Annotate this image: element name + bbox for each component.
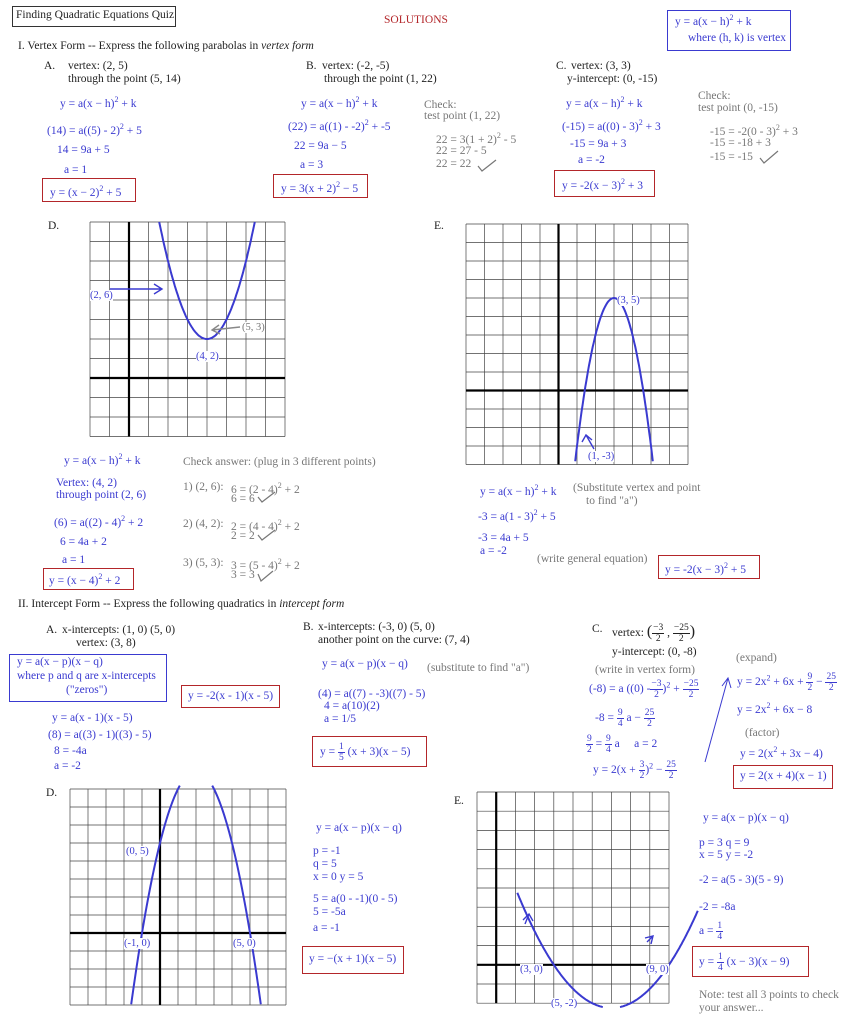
- problem-1b-label: B.: [306, 60, 317, 72]
- problem-2c-factor-label: (factor): [745, 727, 780, 739]
- problem-1d-vertex: Vertex: (4, 2): [56, 477, 117, 489]
- problem-1c-check-5: -15 = -15: [710, 151, 753, 163]
- problem-1a-given-1: vertex: (2, 5): [68, 60, 128, 72]
- problem-1d-check-2-eq: 2 = (4 - 4)$^2$ + 2: [231, 518, 300, 533]
- problem-2d-line-6: 5 = -5a: [313, 906, 346, 918]
- problem-2b-given-1: x-intercepts: (-3, 0) (5, 0): [318, 621, 435, 633]
- problem-1d-check-1: 1) (2, 6):: [183, 481, 224, 493]
- problem-2e-answer: y = $\frac{1}{4}$ (x − 3)(x − 9): [699, 952, 790, 973]
- problem-1c-check-4: -15 = -18 + 3: [710, 137, 771, 149]
- problem-2c-expand-2: $y = 2x^2 + 6x - 8$: [737, 701, 813, 716]
- problem-2c-answer: y = 2(x + 4)(x − 1): [740, 770, 827, 782]
- problem-2e-line-1: y = a(x − p)(x − q): [703, 812, 789, 824]
- intercept-form-note-1: y = a(x − p)(x − q): [17, 656, 103, 668]
- problem-1d-through: through point (2, 6): [56, 489, 147, 501]
- problem-1d-line-4: a = 1: [62, 554, 86, 566]
- problem-1a-given-2: through the point (5, 14): [68, 73, 181, 85]
- problem-2a-label: A.: [46, 624, 58, 636]
- problem-2c-line-3: $\frac{9}{2}$ = $\frac{9}{4}$ a a = 2: [587, 734, 658, 755]
- problem-1c-given-1: vertex: (3, 3): [571, 60, 631, 72]
- problem-1e-line-1: $y = a(x - h)^2 + k$: [480, 483, 557, 498]
- problem-1e-line-4: a = -2: [480, 545, 507, 557]
- problem-1b-check-5: 22 = 22: [436, 158, 472, 170]
- problem-1d-check-2: 2) (4, 2):: [183, 518, 224, 530]
- problem-1b-check-2: test point (1, 22): [424, 110, 501, 122]
- problem-2b-line-4: a = 1/5: [324, 713, 357, 725]
- problem-1c-line-3: -15 = 9a + 3: [570, 138, 627, 150]
- problem-2e-point-1: (3, 0): [520, 964, 543, 975]
- problem-1d-check-3-eq: 3 = (5 - 4)$^2$ + 2: [231, 557, 300, 572]
- problem-2e-point-3: (5, -2): [551, 998, 578, 1009]
- problem-1d-point-3: (4, 2): [196, 351, 219, 362]
- problem-1e-note-2: to find "a"): [586, 495, 638, 507]
- intercept-form-note-2: where p and q are x-intercepts: [17, 670, 156, 682]
- problem-1c-line-1: $y = a(x - h)^2 + k$: [566, 95, 643, 110]
- problem-2e-note-1: Note: test all 3 points to check: [699, 989, 839, 1001]
- problem-2d-answer: y = −(x + 1)(x − 5): [309, 953, 397, 965]
- problem-1e-point-2: (1, -3): [588, 451, 615, 462]
- problem-2e-line-2: p = 3 q = 9: [699, 837, 750, 849]
- problem-1e-answer: $y = -2(x - 3)^2 + 5$: [665, 561, 746, 576]
- problem-1a-answer: $y = (x - 2)^2 + 5$: [50, 184, 122, 199]
- problem-2a-given-1: x-intercepts: (1, 0) (5, 0): [62, 624, 176, 636]
- problem-2e-label: E.: [454, 795, 464, 807]
- problem-2e-line-4: -2 = a(5 - 3)(5 - 9): [699, 874, 784, 886]
- problem-2b-note: (substitute to find "a"): [427, 662, 530, 674]
- problem-1b-line-1: $y = a(x - h)^2 + k$: [301, 95, 378, 110]
- problem-2a-given-2: vertex: (3, 8): [76, 637, 136, 649]
- problem-2d-point-1: (0, 5): [126, 846, 149, 857]
- vertex-form-note: $y = a(x - h)^2 + k$: [675, 13, 752, 28]
- problem-2d-line-3: q = 5: [313, 858, 337, 870]
- problem-1e-note-1: (Substitute vertex and point: [573, 482, 701, 494]
- problem-1d-point-2: (5, 3): [242, 322, 265, 333]
- problem-1e-graph: [466, 224, 688, 476]
- problem-1e-label: E.: [434, 220, 444, 232]
- problem-2c-expand-1: $y = 2x^2 + 6x$ + $\frac{9}{2}$ − $\frac{25}{2}$: [737, 672, 836, 693]
- problem-1b-check-4: 22 = 27 - 5: [436, 145, 487, 157]
- problem-2d-line-1: y = a(x − p)(x − q): [316, 822, 402, 834]
- problem-1c-check-3: -15 = -2(0 - 3)$^2$ + 3: [710, 123, 798, 138]
- problem-2a-line-1: y = a(x - 1)(x - 5): [52, 712, 133, 724]
- problem-1b-check-3: $22 = 3(1 + 2)^2 - 5$: [436, 131, 517, 146]
- problem-1a-line-4: a = 1: [64, 164, 88, 176]
- vertex-form-note-2: where (h, k) is vertex: [688, 32, 787, 44]
- problem-1b-line-3: 22 = 9a − 5: [294, 140, 347, 152]
- problem-2c-line-4: y = 2(x + $\frac{3}{2}$ )$^2$ − $\frac{25}{2}$: [593, 760, 676, 781]
- problem-2e-line-6: a = $\frac{1}{4}$: [699, 921, 723, 942]
- section-2-heading: II. Intercept Form -- Express the following quadratics in intercept form: [18, 598, 345, 610]
- problem-1e-note-3: (write general equation): [537, 553, 648, 565]
- problem-1c-given-2: y-intercept: (0, -15): [567, 73, 658, 85]
- problem-1b-line-4: a = 3: [300, 159, 324, 171]
- problem-2a-answer: y = -2(x - 1)(x - 5): [188, 690, 274, 702]
- problem-1e-point-1: (3, 5): [617, 295, 640, 306]
- problem-1a-line-1: $y = a(x - h)^2 + k$: [60, 95, 137, 110]
- section-1-heading: I. Vertex Form -- Express the following parabolas in vertex form: [18, 40, 314, 52]
- problem-1c-check-2: test point (0, -15): [698, 102, 778, 114]
- problem-2b-line-2: (4) = a((7) - -3)((7) - 5): [318, 688, 426, 700]
- problem-1d-point-1: (2, 6): [90, 290, 113, 301]
- problem-1d-check-3: 3) (5, 3):: [183, 557, 224, 569]
- problem-1c-line-4: a = -2: [578, 154, 605, 166]
- problem-1e-line-2: -3 = a(1 - 3)$^2$ + 5: [478, 508, 556, 523]
- problem-1d-answer: $y = (x - 4)^2 + 2$: [49, 572, 121, 587]
- problem-1d-check-3-res: 3 = 3: [231, 569, 255, 581]
- problem-2c-line-1: (-8) = a ((0) - $\frac{-3}{2}$ )$^2$ + $\frac{-25}{2}$: [589, 679, 699, 700]
- problem-1d-check-1-eq: 6 = (2 - 4)$^2$ + 2: [231, 481, 300, 496]
- problem-1d-line-2: (6) = a((2) - 4)$^2$ + 2: [54, 514, 144, 529]
- solutions-heading: SOLUTIONS: [384, 14, 448, 26]
- problem-2b-answer: y = $\frac{1}{5}$ (x + 3)(x − 5): [320, 742, 411, 763]
- intercept-form-note-3: ("zeros"): [66, 684, 108, 696]
- problem-2b-given-2: another point on the curve: (7, 4): [318, 634, 470, 646]
- problem-1d-label: D.: [48, 220, 60, 232]
- problem-1d-check-1-res: 6 = 6: [231, 493, 255, 505]
- problem-1d-line-1: $y = a(x - h)^2 + k$: [64, 452, 141, 467]
- problem-2e-line-3: x = 5 y = -2: [699, 849, 754, 861]
- problem-2d-graph: [70, 789, 292, 1004]
- problem-2b-line-3: 4 = a(10)(2): [324, 700, 380, 712]
- problem-1b-answer: $y = 3(x + 2)^2 - 5$: [281, 180, 359, 195]
- problem-2d-line-2: p = -1: [313, 845, 341, 857]
- problem-1a-line-2: (14) = a((5) - 2)$^2$ + 5: [47, 122, 142, 137]
- problem-2d-label: D.: [46, 787, 58, 799]
- problem-1a-label: A.: [44, 60, 56, 72]
- problem-2e-point-2: (9, 0): [646, 964, 669, 975]
- problem-2d-point-2: (-1, 0): [124, 938, 151, 949]
- problem-2e-line-5: -2 = -8a: [699, 901, 736, 913]
- problem-2e-graph: [477, 792, 669, 1004]
- problem-1d-check-2-res: 2 = 2: [231, 530, 255, 542]
- problem-2c-vertex: vertex: ( $\frac{-3}{2}$ , $\frac{-25}{2}$ ): [612, 623, 696, 644]
- problem-2d-line-4: x = 0 y = 5: [313, 871, 364, 883]
- problem-2d-point-3: (5, 0): [233, 938, 256, 949]
- problem-2b-label: B.: [303, 621, 314, 633]
- problem-2e-note-2: your answer...: [699, 1002, 764, 1014]
- problem-1a-line-3: 14 = 9a + 5: [57, 144, 110, 156]
- problem-1c-check-1: Check:: [698, 90, 731, 102]
- problem-1b-check-1: Check:: [424, 99, 457, 111]
- problem-1b-line-2: (22) = a((1) - -2)$^2$ + -5: [288, 118, 391, 133]
- problem-2b-line-1: y = a(x − p)(x − q): [322, 658, 408, 670]
- problem-1d-check-title: Check answer: (plug in 3 different points): [183, 456, 376, 468]
- problem-2a-line-3: 8 = -4a: [54, 745, 87, 757]
- problem-2c-given-2: y-intercept: (0, -8): [612, 646, 697, 658]
- quiz-title: Finding Quadratic Equations Quiz: [16, 9, 175, 21]
- problem-1e-line-3: -3 = 4a + 5: [478, 532, 529, 544]
- problem-1c-line-2: (-15) = a((0) - 3)$^2$ + 3: [562, 118, 661, 133]
- problem-2a-line-4: a = -2: [54, 760, 81, 772]
- problem-2c-note: (write in vertex form): [595, 664, 695, 676]
- problem-2d-line-5: 5 = a(0 - -1)(0 - 5): [313, 893, 398, 905]
- problem-2c-line-2: -8 = $\frac{9}{4}$ a − $\frac{25}{2}$: [595, 708, 655, 729]
- problem-2a-line-2: (8) = a((3) - 1)((3) - 5): [48, 729, 152, 741]
- problem-1c-label: C.: [556, 60, 567, 72]
- problem-2c-label: C.: [592, 623, 603, 635]
- problem-1b-given-1: vertex: (-2, -5): [322, 60, 390, 72]
- problem-2c-expand-label: (expand): [736, 652, 777, 664]
- problem-1b-given-2: through the point (1, 22): [324, 73, 437, 85]
- problem-2d-line-7: a = -1: [313, 922, 340, 934]
- problem-1c-answer: $y = -2(x - 3)^2 + 3$: [562, 177, 643, 192]
- problem-2c-factor-1: $y = 2(x^2 + 3x - 4)$: [740, 745, 823, 760]
- problem-1d-line-3: 6 = 4a + 2: [60, 536, 107, 548]
